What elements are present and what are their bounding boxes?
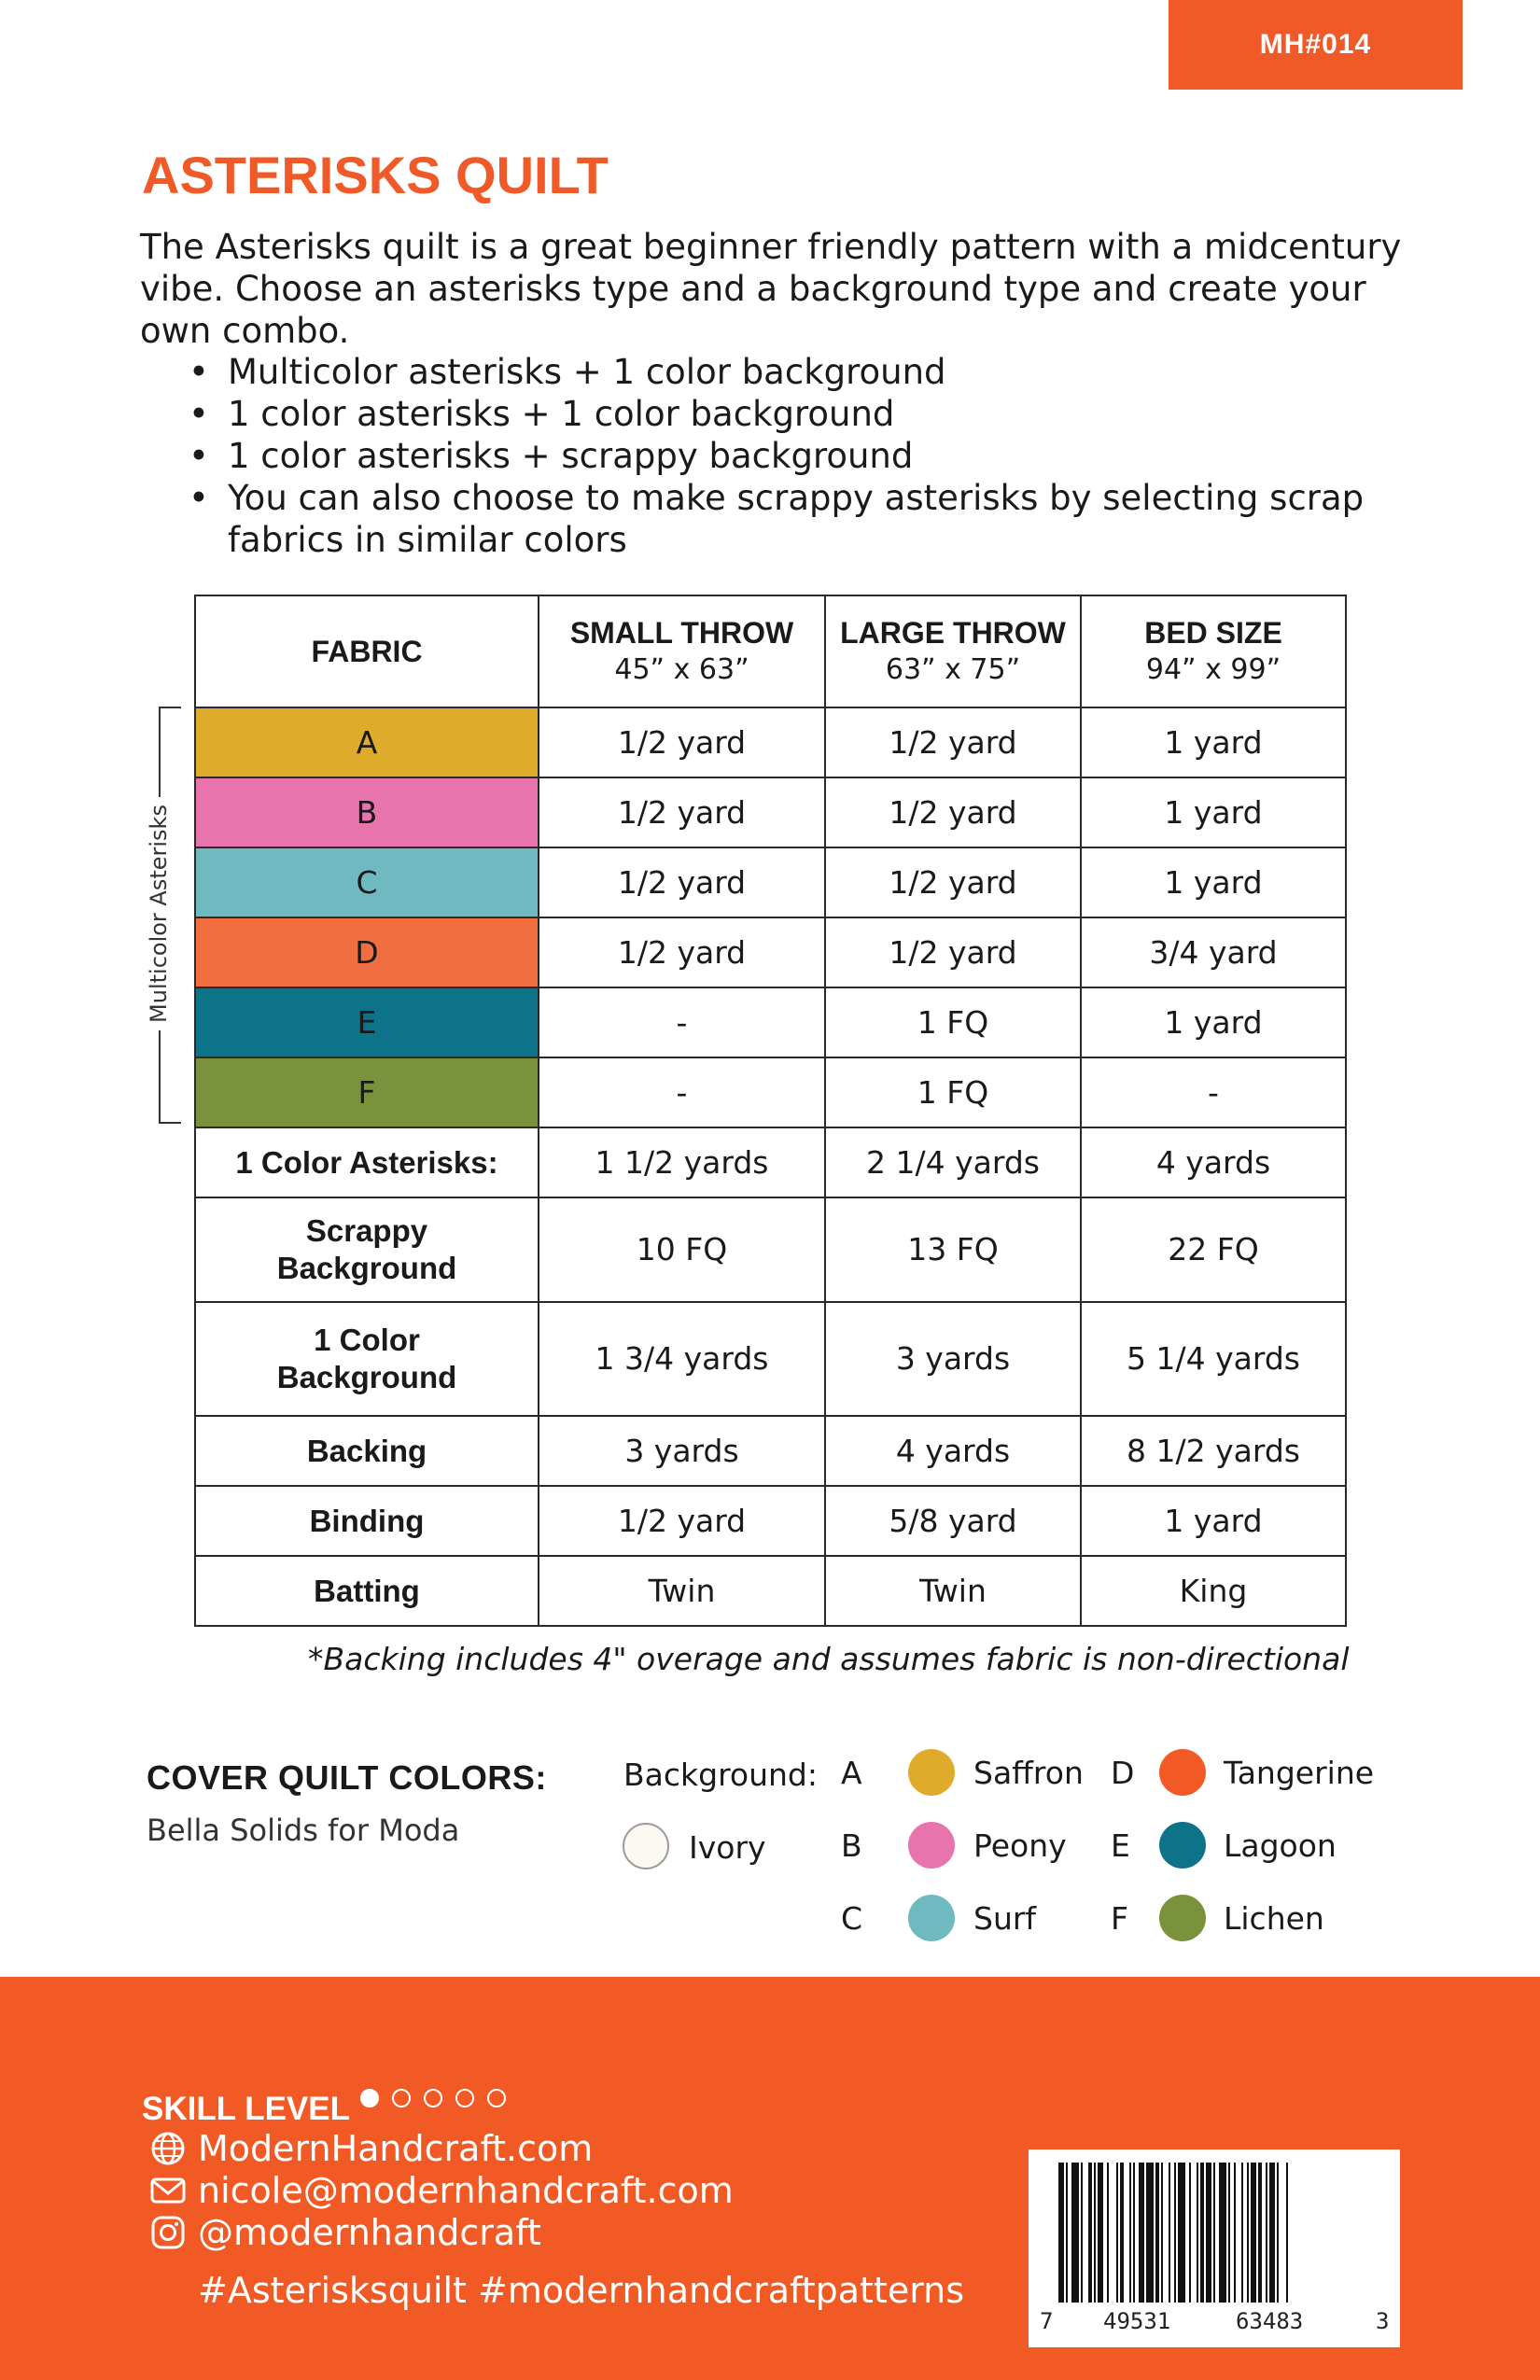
barcode-digit: 49531 — [1103, 2308, 1171, 2334]
fabric-requirements-table — [194, 595, 1347, 1627]
table-cell: 1/2 yard — [825, 917, 1081, 987]
swatch-letter: B — [841, 1827, 862, 1864]
barcode-bar — [1071, 2163, 1079, 2303]
table-cell: 10 FQ — [539, 1197, 825, 1302]
fabric-swatch-cell: F — [195, 1057, 539, 1127]
swatch-letter: D — [1111, 1755, 1135, 1791]
barcode — [1029, 2149, 1400, 2347]
table-row — [195, 1416, 1346, 1486]
instagram-line[interactable] — [149, 2212, 541, 2253]
multicolor-bracket — [146, 707, 181, 1122]
footer-band — [0, 1977, 1540, 2380]
skill-dot — [360, 2089, 379, 2107]
table-cell: 1/2 yard — [539, 917, 825, 987]
swatch-name: Lichen — [1224, 1900, 1324, 1937]
skill-level-rating — [360, 2089, 506, 2107]
swatch-dot-lichen — [1159, 1895, 1206, 1941]
pattern-code-tab — [1169, 0, 1463, 90]
instagram-handle[interactable]: @modernhandcraft — [198, 2212, 541, 2253]
row-label: Scrappy Background — [195, 1197, 539, 1302]
table-cell: 3 yards — [539, 1416, 825, 1486]
table-cell: Twin — [539, 1556, 825, 1626]
barcode-bar — [1251, 2163, 1256, 2303]
barcode-bar — [1197, 2163, 1198, 2303]
barcode-bar — [1206, 2163, 1211, 2303]
bracket-top-tick — [159, 707, 181, 708]
barcode-bar — [1247, 2163, 1249, 2303]
header-small-throw: SMALL THROW 45” x 63” — [539, 595, 825, 707]
table-cell: 1/2 yard — [825, 847, 1081, 917]
table-cell: 5/8 yard — [825, 1486, 1081, 1556]
website-line[interactable] — [149, 2128, 593, 2169]
table-row — [195, 1057, 1346, 1127]
table-cell: 1 FQ — [825, 1057, 1081, 1127]
swatch-dot-saffron — [908, 1749, 955, 1796]
cover-colors-title: COVER QUILT COLORS: — [147, 1758, 547, 1797]
table-row — [195, 707, 1346, 777]
swatch-name: Saffron — [973, 1755, 1084, 1791]
barcode-bar — [1178, 2163, 1185, 2303]
barcode-bar — [1066, 2163, 1068, 2303]
barcode-bar — [1133, 2163, 1135, 2303]
website-link[interactable]: ModernHandcraft.com — [198, 2128, 594, 2169]
email-line[interactable] — [149, 2170, 734, 2211]
barcode-bar — [1094, 2163, 1096, 2303]
header-bed-size: BED SIZE 94” x 99” — [1081, 595, 1346, 707]
barcode-bar — [1161, 2163, 1163, 2303]
table-cell: 1/2 yard — [825, 777, 1081, 847]
table-cell: 1/2 yard — [539, 707, 825, 777]
table-cell: 1 3/4 yards — [539, 1302, 825, 1416]
skill-level-label: SKILL LEVEL — [142, 2091, 350, 2127]
table-cell: 5 1/4 yards — [1081, 1302, 1346, 1416]
table-cell: 1 yard — [1081, 707, 1346, 777]
table-cell: - — [539, 987, 825, 1057]
barcode-bar — [1241, 2163, 1243, 2303]
table-row — [195, 847, 1346, 917]
table-cell: 2 1/4 yards — [825, 1127, 1081, 1197]
barcode-bar — [1139, 2163, 1144, 2303]
table-header-row — [195, 595, 1346, 707]
swatch-letter: F — [1111, 1900, 1128, 1937]
table-cell: 3 yards — [825, 1302, 1081, 1416]
table-row — [195, 987, 1346, 1057]
list-item: • 1 color asterisks + scrappy background — [189, 435, 1421, 477]
table-cell: 1 yard — [1081, 1486, 1346, 1556]
backing-footnote: *Backing includes 4" overage and assumes fabric is non-directional — [308, 1641, 1350, 1677]
swatch-name: Peony — [973, 1827, 1067, 1864]
table-cell: 1 yard — [1081, 847, 1346, 917]
skill-dot — [392, 2089, 411, 2107]
row-label: 1 Color Background — [195, 1302, 539, 1416]
fabric-swatch-cell: B — [195, 777, 539, 847]
barcode-bar — [1129, 2163, 1131, 2303]
table-cell: 3/4 yard — [1081, 917, 1346, 987]
list-item: • Multicolor asterisks + 1 color background — [189, 351, 1421, 393]
table-cell: 8 1/2 yards — [1081, 1416, 1346, 1486]
swatch-dot-surf — [908, 1895, 955, 1941]
swatch-dot-ivory — [623, 1823, 669, 1869]
table-cell: 4 yards — [825, 1416, 1081, 1486]
header-large-throw: LARGE THROW 63” x 75” — [825, 595, 1081, 707]
barcode-bar — [1266, 2163, 1267, 2303]
swatch-letter: C — [841, 1900, 863, 1937]
swatch-name: Lagoon — [1224, 1827, 1337, 1864]
swatch-letter: A — [841, 1755, 862, 1791]
cover-colors-subtitle: Bella Solids for Moda — [147, 1813, 460, 1848]
table-cell: 1/2 yard — [825, 707, 1081, 777]
skill-dot — [424, 2089, 442, 2107]
barcode-bar — [1200, 2163, 1204, 2303]
barcode-bar — [1286, 2163, 1288, 2303]
table-cell: 1 1/2 yards — [539, 1127, 825, 1197]
list-item: • 1 color asterisks + 1 color background — [189, 393, 1421, 435]
table-cell: Twin — [825, 1556, 1081, 1626]
table-cell: - — [1081, 1057, 1346, 1127]
swatch-dot-tangerine — [1159, 1749, 1206, 1796]
table-row — [195, 777, 1346, 847]
swatch-name: Tangerine — [1224, 1755, 1375, 1791]
barcode-bar — [1219, 2163, 1226, 2303]
hashtags: #Asterisksquilt #modernhandcraftpatterns — [198, 2270, 965, 2311]
skill-dot — [455, 2089, 474, 2107]
row-label: 1 Color Asterisks: — [195, 1127, 539, 1197]
barcode-digit: 63483 — [1236, 2308, 1304, 2334]
barcode-bar — [1258, 2163, 1262, 2303]
barcode-bar — [1081, 2163, 1083, 2303]
pattern-code: MH#014 — [1259, 29, 1372, 60]
globe-icon — [149, 2130, 187, 2167]
barcode-bar — [1120, 2163, 1124, 2303]
multicolor-asterisks-label: Multicolor Asterisks — [146, 797, 172, 1030]
combo-list — [189, 351, 1421, 561]
table-row — [195, 1556, 1346, 1626]
table-row — [195, 1486, 1346, 1556]
barcode-digit: 7 — [1040, 2308, 1054, 2334]
barcode-bar — [1189, 2163, 1191, 2303]
barcode-bar — [1169, 2163, 1170, 2303]
swatch-name: Surf — [973, 1900, 1037, 1937]
table-cell: 1/2 yard — [539, 777, 825, 847]
row-label: Binding — [195, 1486, 539, 1556]
fabric-swatch-cell: A — [195, 707, 539, 777]
barcode-bar — [1155, 2163, 1159, 2303]
barcode-digit: 3 — [1376, 2308, 1390, 2334]
table-cell: - — [539, 1057, 825, 1127]
fabric-swatch-cell: E — [195, 987, 539, 1057]
barcode-bar — [1107, 2163, 1109, 2303]
barcode-bar — [1098, 2163, 1103, 2303]
email-link[interactable]: nicole@modernhandcraft.com — [198, 2170, 734, 2211]
list-item: • You can also choose to make scrappy asterisks by selecting scrap fabrics in similar colors — [189, 477, 1421, 561]
swatch-dot-peony — [908, 1822, 955, 1869]
barcode-bar — [1277, 2163, 1279, 2303]
table-cell: 22 FQ — [1081, 1197, 1346, 1302]
barcode-bars — [1029, 2149, 1400, 2347]
barcode-bar — [1146, 2163, 1154, 2303]
instagram-icon — [149, 2214, 187, 2251]
swatch-letter: E — [1111, 1827, 1130, 1864]
row-label: Batting — [195, 1556, 539, 1626]
fabric-swatch-cell: D — [195, 917, 539, 987]
table-cell: King — [1081, 1556, 1346, 1626]
barcode-bar — [1088, 2163, 1092, 2303]
header-fabric: FABRIC — [195, 595, 539, 707]
fabric-swatch-cell: C — [195, 847, 539, 917]
barcode-bar — [1228, 2163, 1230, 2303]
table-row — [195, 917, 1346, 987]
table-cell: 4 yards — [1081, 1127, 1346, 1197]
page-title: ASTERISKS QUILT — [142, 146, 609, 204]
table-cell: 1 yard — [1081, 987, 1346, 1057]
barcode-bar — [1213, 2163, 1215, 2303]
row-label: Backing — [195, 1416, 539, 1486]
mail-icon — [149, 2172, 187, 2209]
swatch-name: Ivory — [689, 1829, 766, 1866]
table-cell: 1/2 yard — [539, 1486, 825, 1556]
table-cell: 1 yard — [1081, 777, 1346, 847]
table-cell: 13 FQ — [825, 1197, 1081, 1302]
table-cell: 1/2 yard — [539, 847, 825, 917]
table-row — [195, 1302, 1346, 1416]
table-row — [195, 1197, 1346, 1302]
table-row — [195, 1127, 1346, 1197]
barcode-bar — [1116, 2163, 1118, 2303]
swatch-dot-lagoon — [1159, 1822, 1206, 1869]
background-label: Background: — [623, 1757, 818, 1793]
intro-paragraph: The Asterisks quilt is a great beginner friendly pattern with a midcentury vibe. Choose an asterisks type and a background type and create your own combo. — [140, 227, 1402, 351]
bracket-bottom-tick — [159, 1122, 181, 1124]
table-cell: 1 FQ — [825, 987, 1081, 1057]
barcode-bar — [1234, 2163, 1236, 2303]
barcode-bar — [1174, 2163, 1176, 2303]
barcode-bar — [1058, 2163, 1064, 2303]
skill-dot — [487, 2089, 506, 2107]
barcode-bar — [1269, 2163, 1275, 2303]
